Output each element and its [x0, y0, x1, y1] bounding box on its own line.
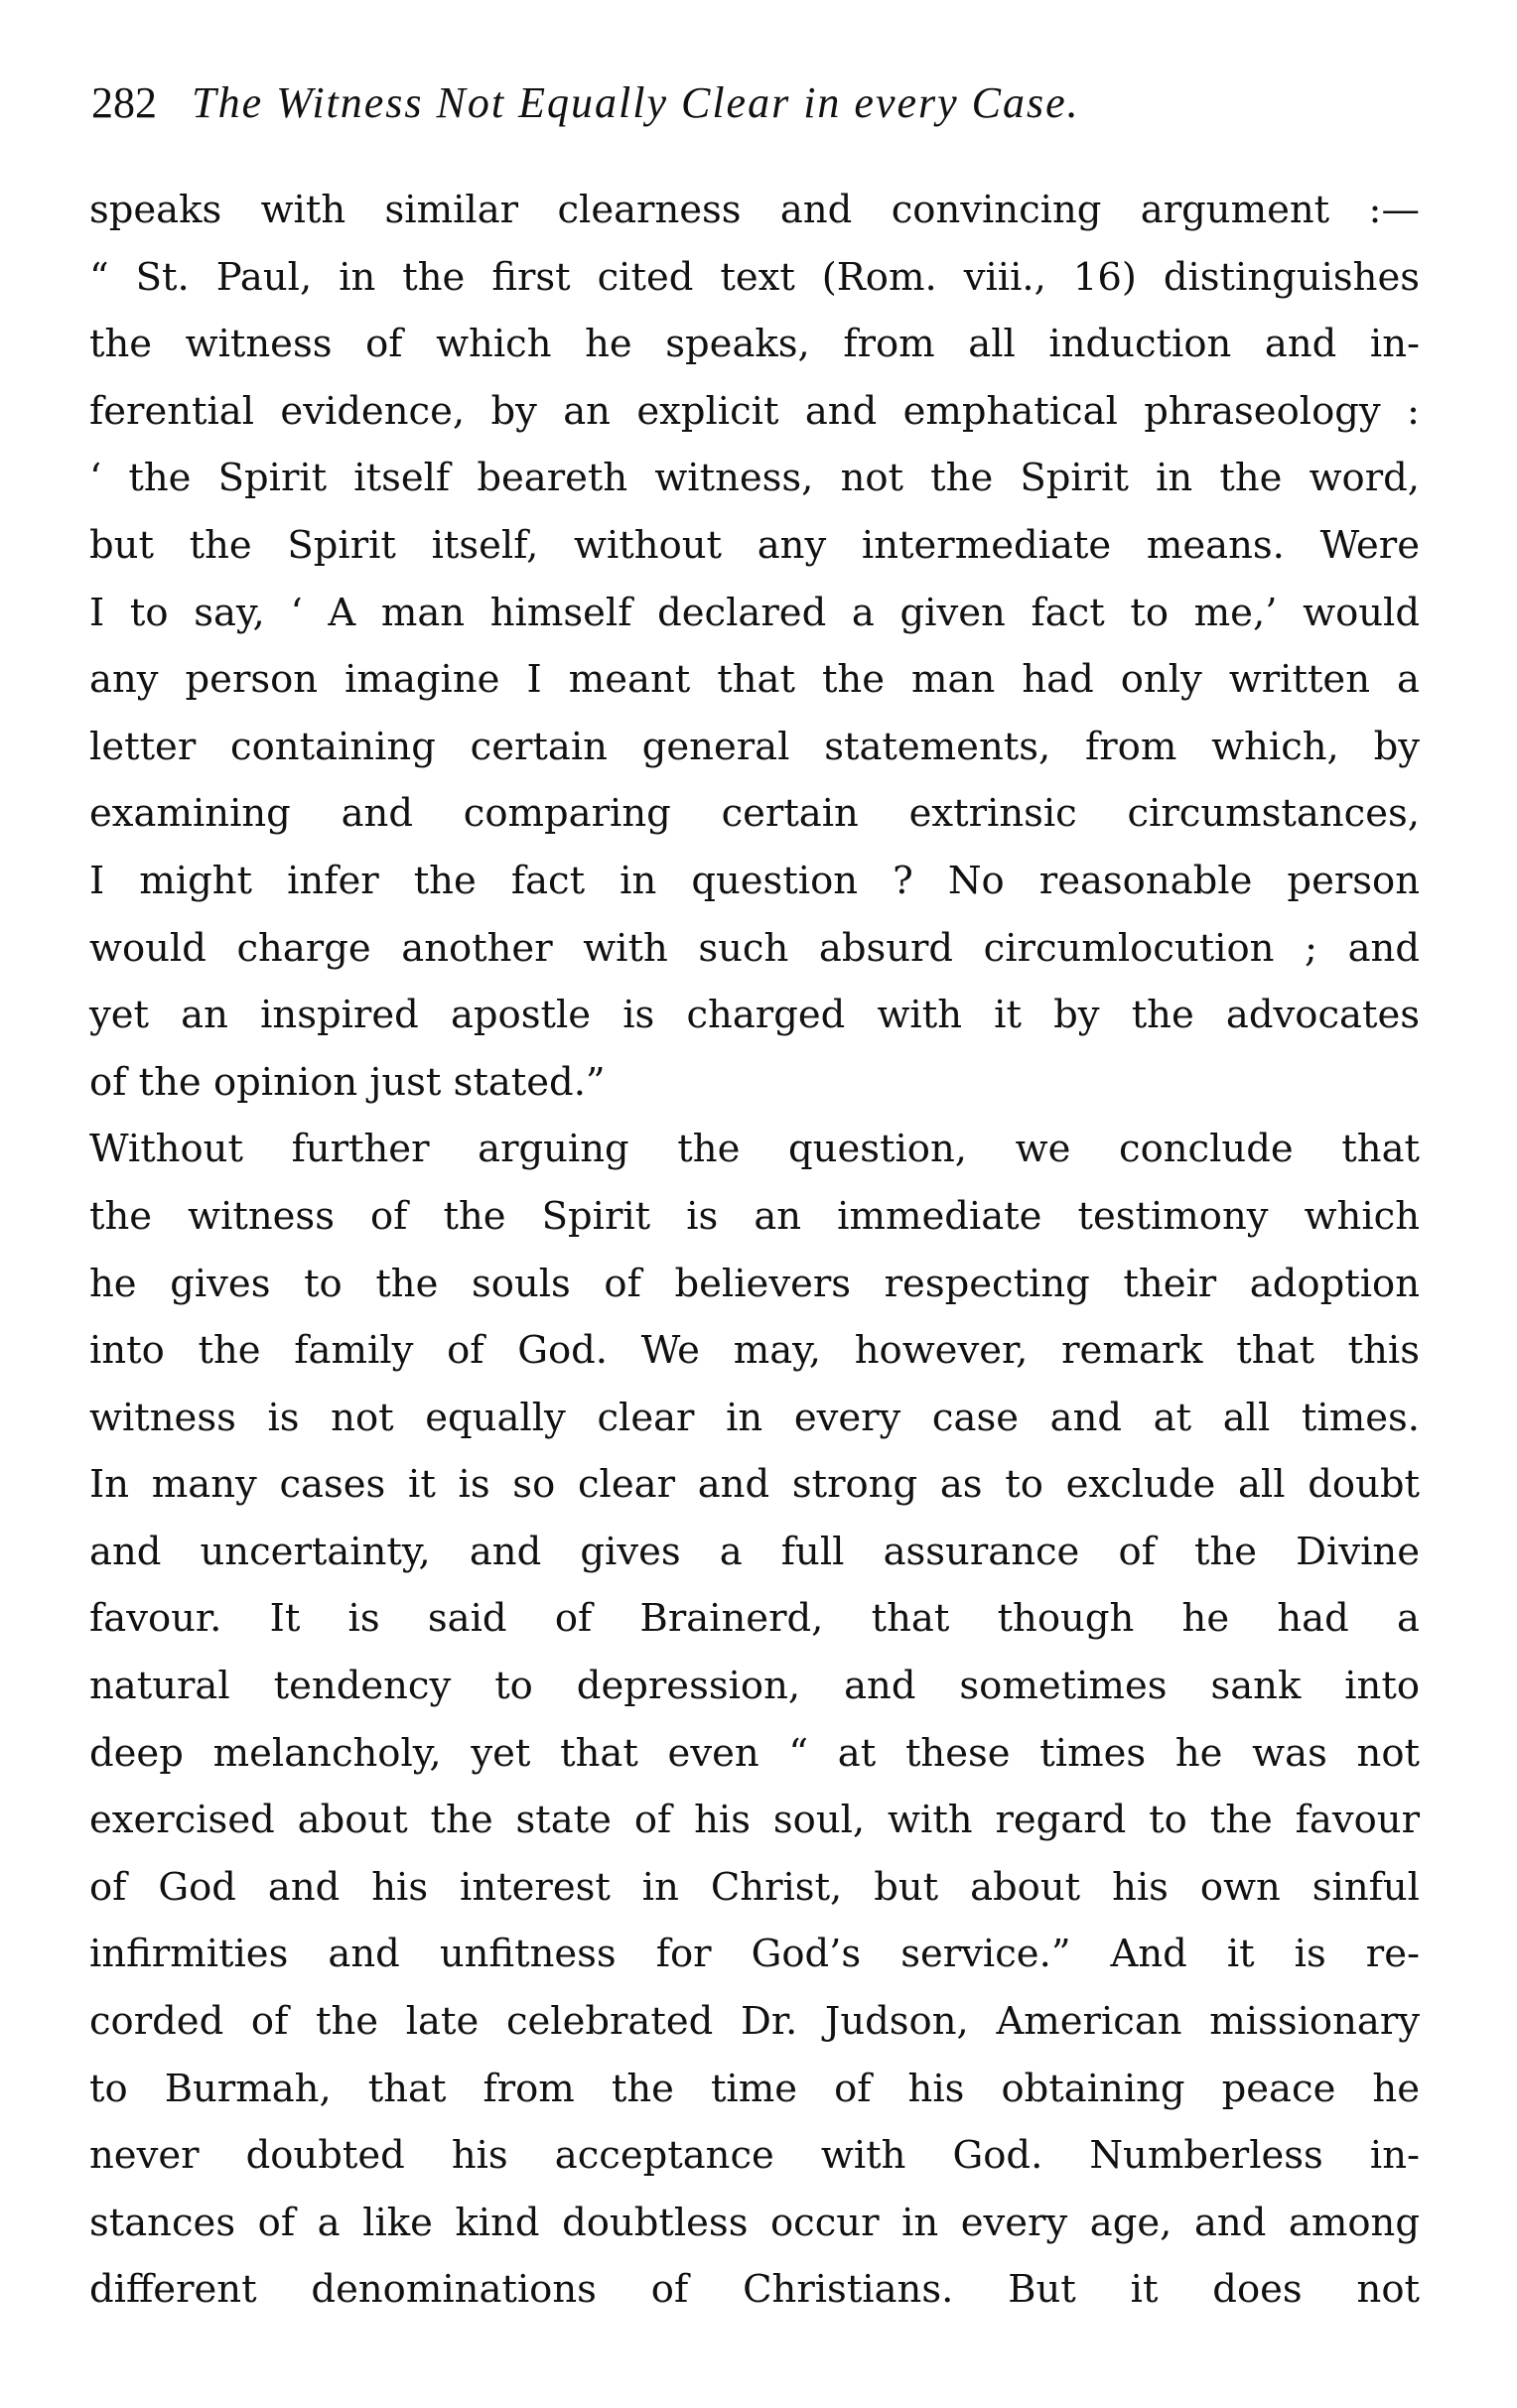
text-line: the witness of which he speaks, from all induction and in- [89, 322, 1420, 367]
page-header [91, 77, 1080, 141]
text-line: of the opinion just stated.” [89, 1059, 606, 1105]
text-line: never doubted his acceptance with God. Numberless in- [89, 2133, 1420, 2179]
text-line: corded of the late celebrated Dr. Judson, American missionary [89, 1999, 1420, 2045]
text-line: ‘ the Spirit itself beareth witness, not the Spirit in the word, [89, 456, 1420, 501]
text-line: he gives to the souls of believers respecting their adoption [89, 1261, 1420, 1306]
text-line: favour. It is said of Brainerd, that though he had a [89, 1596, 1420, 1642]
text-line: and uncertainty, and gives a full assurance of the Divine [89, 1529, 1420, 1574]
text-line: ferential evidence, by an explicit and emphatical phraseology : [89, 388, 1420, 434]
text-line: the witness of the Spirit is an immediate testimony which [89, 1193, 1420, 1239]
text-line: letter containing certain general statements, from which, by [89, 724, 1420, 769]
text-line: I to say, ‘ A man himself declared a given fact to me,’ would [89, 590, 1420, 635]
text-line: In many cases it is so clear and strong as to exclude all doubt [89, 1462, 1420, 1508]
text-line: would charge another with such absurd circumlocution ; and [89, 925, 1420, 971]
text-line: exercised about the state of his soul, with regard to the favour [89, 1798, 1420, 1843]
text-line: deep melancholy, yet that even “ at these times he was not [89, 1730, 1420, 1776]
text-line: stances of a like kind doubtless occur in every age, and among [89, 2200, 1420, 2245]
text-line: any person imagine I meant that the man had only written a [89, 657, 1420, 703]
text-line: speaks with similar clearness and convincing argument :— [89, 188, 1420, 232]
text-line: but the Spirit itself, without any intermediate means. Were [89, 522, 1420, 568]
text-line: natural tendency to depression, and sometimes sank into [89, 1664, 1420, 1709]
text-line: of God and his interest in Christ, but about his own sinful [89, 1864, 1420, 1910]
text-line: I might infer the fact in question ? No reasonable person [89, 858, 1420, 903]
text-line: to Burmah, that from the time of his obtaining peace he [89, 2066, 1420, 2111]
text-line: yet an inspired apostle is charged with it by the advocates [89, 993, 1420, 1038]
page-number: 282 [91, 78, 157, 127]
text-line: into the family of God. We may, however, remark that this [89, 1328, 1420, 1374]
text-line: examining and comparing certain extrinsic circumstances, [89, 791, 1420, 837]
text-line: “ St. Paul, in the first cited text (Rom. viii., 16) distinguishes [89, 254, 1420, 300]
text-line: witness is not equally clear in every case and at all times. [89, 1395, 1420, 1440]
running-title: The Witness Not Equally Clear in every Case. [192, 78, 1080, 127]
text-line: Without further arguing the question, we conclude that [89, 1127, 1420, 1172]
text-line: different denominations of Christians. But it does not [89, 2267, 1420, 2313]
body-text [89, 177, 1420, 2324]
text-line: infirmities and unfitness for God’s service.” And it is re- [89, 1932, 1420, 1977]
